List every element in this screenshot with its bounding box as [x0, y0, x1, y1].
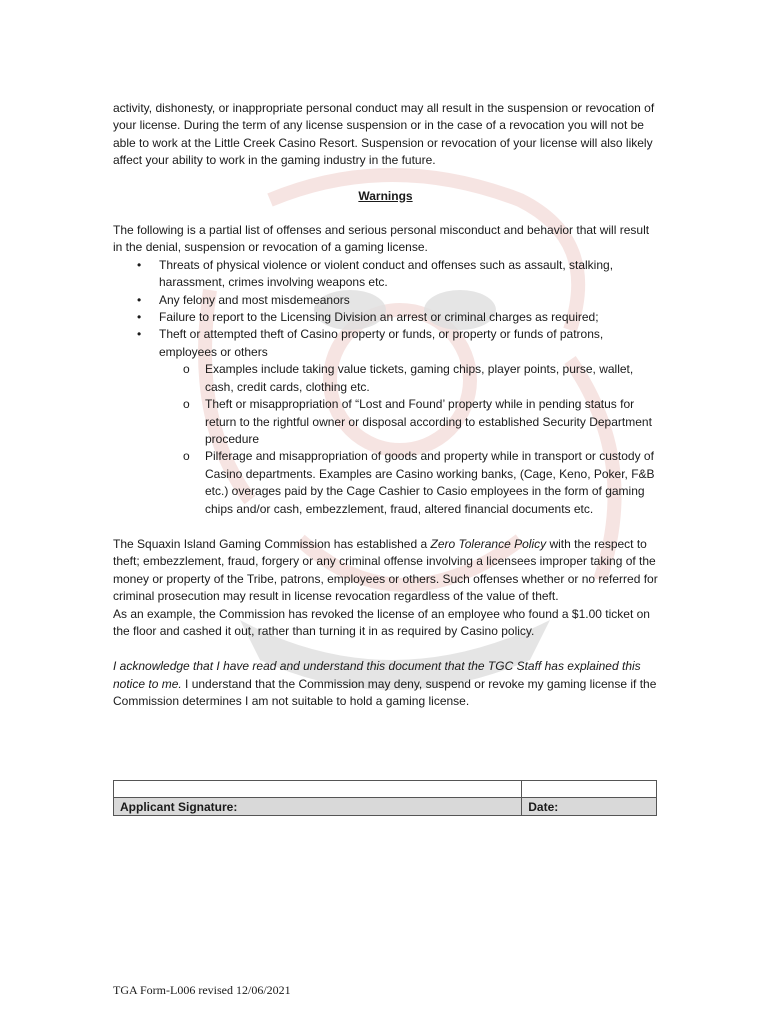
date-label: Date: [522, 798, 657, 816]
policy-paragraph: The Squaxin Island Gaming Commission has established a Zero Tolerance Policy with the respect to theft; embezzlement, fraud, forgery or any criminal offense involving a licensees improper taking of the money or property of the Tribe, patrons, employees or others. Such offenses whether or no referred for criminal prosecution may result in license revocation regardless of the value of theft. [113, 536, 658, 604]
theft-example-item: o Pilferage and misappropriation of goods and property while in transport or custody of Casino departments. Examples are Casino working banks, (Cage, Keno, Poker, F&B etc.) overages paid by the Cage Cashier to Casio employees in the form of gaming chips and/or cash, embezzlement, fraud, altered financial documents etc. [159, 448, 658, 518]
offense-item-text: Theft or attempted theft of Casino property or funds, or property or funds of patrons, employees or others [159, 327, 604, 359]
offense-item [113, 326, 658, 517]
example-paragraph: As an example, the Commission has revoked the license of an employee who found a $1.00 ticket on the floor and cashed it out, rather than turning it in as required by Casino policy. [113, 606, 650, 638]
zero-tolerance-policy: Zero Tolerance Policy [430, 536, 547, 551]
theft-example-item: o Examples include taking value tickets, gaming chips, player points, purse, wallet, cash, credit cards, clothing etc. [159, 361, 658, 396]
applicant-signature-label: Applicant Signature: [114, 798, 522, 816]
offense-item: • Any felony and most misdemeanors [113, 292, 658, 309]
signature-table [113, 780, 657, 816]
acknowledgement-paragraph: I acknowledge that I have read and understand this document that the TGC Staff has explained this notice to me. I understand that the Commission may deny, suspend or revoke my gaming license if the Commission determines I am not suitable to hold a gaming license. [113, 659, 657, 709]
offense-item: • Failure to report to the Licensing Division an arrest or criminal charges as required; [113, 309, 658, 326]
offense-list [113, 257, 658, 518]
warnings-heading: Warnings [358, 188, 413, 203]
date-field[interactable] [522, 781, 657, 798]
lead-paragraph: The following is a partial list of offenses and serious personal misconduct and behavior that will result in the denial, suspension or revocation of a gaming license. [113, 223, 650, 255]
applicant-signature-field[interactable] [114, 781, 522, 798]
intro-paragraph: activity, dishonesty, or inappropriate personal conduct may all result in the suspension or revocation of your license. During the term of any license suspension or in the case of a revocation you will not be able to work at the Little Creek Casino Resort. Suspension or revocation of your license will also likely affect your ability to work in the gaming industry in the future. [113, 101, 655, 168]
offense-item: • Threats of physical violence or violent conduct and offenses such as assault, stalking, harassment, crimes involving weapons etc. [113, 257, 658, 292]
form-footer: TGA Form-L006 revised 12/06/2021 [113, 983, 291, 997]
theft-example-item: o Theft or misappropriation of “Lost and Found’ property while in pending status for return to the rightful owner or disposal according to established Security Department procedure [159, 396, 658, 448]
theft-example-list [159, 361, 658, 518]
document-body [113, 100, 658, 711]
